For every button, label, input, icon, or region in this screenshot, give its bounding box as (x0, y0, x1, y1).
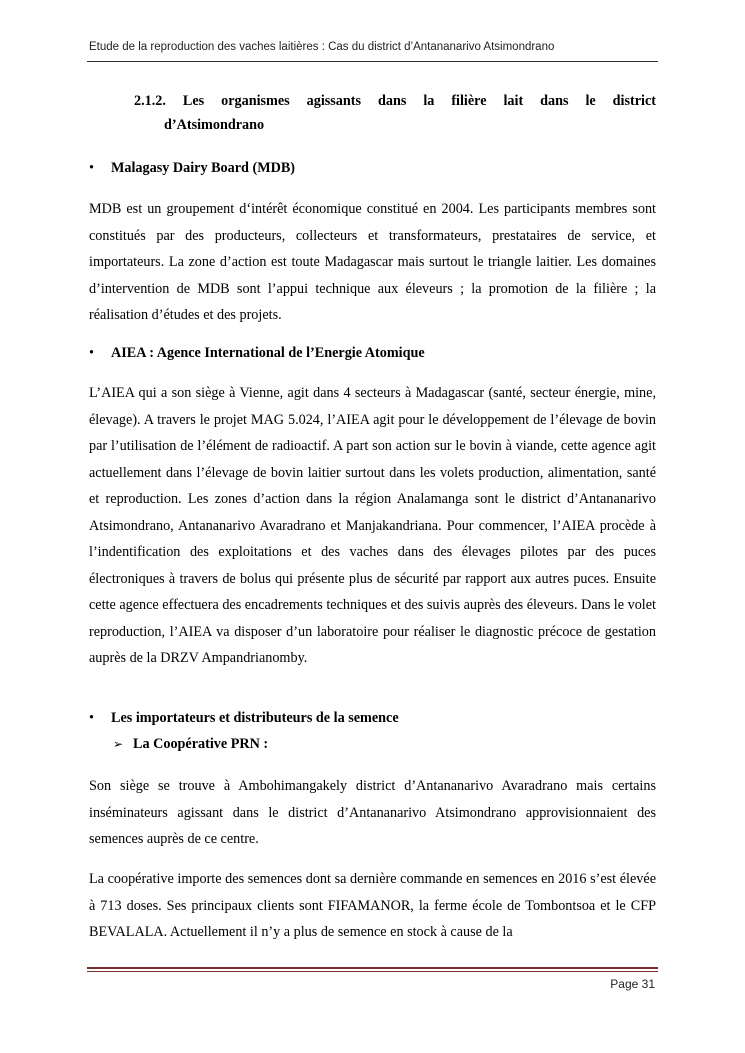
bullet-dot-icon: • (89, 710, 94, 726)
bullet-mdb (89, 160, 295, 177)
aiea-heading: AIEA : Agence International de l’Energie Atomique (111, 345, 425, 361)
footer-rule-thin (87, 971, 658, 972)
header-divider (87, 61, 658, 62)
section-title-line2: d’Atsimondrano (164, 117, 265, 133)
arrow-bullet-icon: ➢ (113, 737, 124, 751)
bullet-dot-icon: • (89, 345, 94, 361)
importers-heading: Les importateurs et distributeurs de la semence (111, 710, 399, 726)
bullet-importers (89, 710, 399, 727)
sub-bullet-prn (113, 736, 268, 753)
aiea-paragraph: L’AIEA qui a son siège à Vienne, agit dans 4 secteurs à Madagascar (santé, secteur énergie, mine, élevage). A travers le projet MAG 5.024, l’AIEA agit pour le développement de l’élevage de bovin par l’utilisation de l’élément de radioactif. A part son action sur le bovin à viande, cette agence agit actuellement dans l’élevage de bovin laitier surtout dans les volets production, alimentation, santé et reproduction. Les zones d’action dans la région Analamanga sont le district d’Antananarivo Atsimondrano, Antananarivo Avaradrano et Manjakandriana. Pour commencer, l’AIEA procède à l’indentification des exploitations et des vaches dans des élevages pilotes par des puces électroniques à travers de bolus qui présente plus de sécurité par rapport aux autres puces. Ensuite cette agence effectuera des encadrements techniques et des suivis auprès des éleveurs. Dans le volet reproduction, l’AIEA va disposer d’un laboratoire pour réaliser le diagnostic précoce de gestation auprès de la DRZV Ampandrianomby. (89, 385, 656, 666)
mdb-heading: Malagasy Dairy Board (MDB) (111, 160, 296, 176)
page-number: Page 31 (610, 977, 655, 991)
section-title-line1: 2.1.2. Les organismes agissants dans la filière lait dans le district (134, 93, 656, 109)
section-title (134, 89, 656, 137)
mdb-paragraph: MDB est un groupement d‘intérêt économique constitué en 2004. Les participants membres sont constitués par des producteurs, collecteurs et transformateurs, prestataires de service, et importateurs. La zone d’action est toute Madagascar mais surtout le triangle laitier. Les domaines d’intervention de MDB sont l’appui technique aux éleveurs ; la promotion de la filière ; la réalisation d’études et des projets. (89, 201, 656, 323)
prn-heading: La Coopérative PRN : (133, 736, 269, 752)
running-header: Etude de la reproduction des vaches laitières : Cas du district d’Antananarivo Atsimondrano (89, 41, 555, 53)
prn-paragraph-2: La coopérative importe des semences dont sa dernière commande en semences en 2016 s’est élevée à 713 doses. Ses principaux clients sont FIFAMANOR, la ferme école de Tombontsoa et le CFP BEVALALA. Actuellement il n’y a plus de semence en stock à cause de la (89, 871, 656, 940)
bullet-dot-icon: • (89, 160, 94, 176)
prn-paragraph-1: Son siège se trouve à Ambohimangakely district d’Antananarivo Avaradrano mais certains inséminateurs agissant dans le district d’Antananarivo Atsimondrano approvisionnaient des semences auprès de ce centre. (89, 778, 656, 847)
bullet-aiea (89, 345, 425, 362)
footer-rule-thick (87, 967, 658, 969)
